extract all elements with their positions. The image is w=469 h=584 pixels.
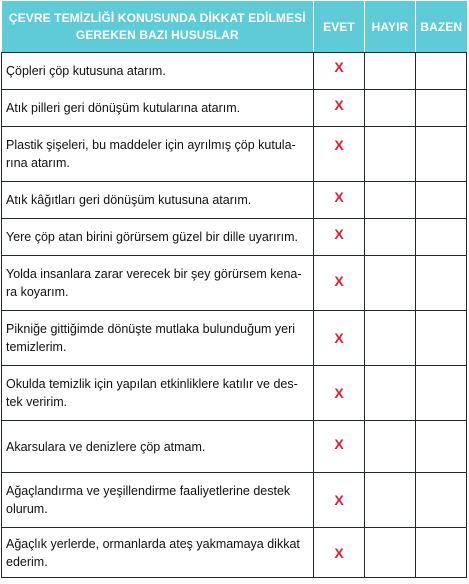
hayir-cell[interactable] — [365, 219, 416, 256]
bazen-cell[interactable] — [416, 127, 467, 182]
statement-cell: Okulda temizlik için yapılan etkinliklere katılır ve des-tek veririm. — [2, 366, 314, 421]
x-mark: X — [334, 385, 344, 401]
hayir-cell[interactable] — [365, 53, 416, 90]
header-bazen: BAZEN — [416, 1, 467, 53]
table-row — [2, 219, 467, 256]
table-row — [2, 366, 467, 421]
header-hayir: HAYIR — [365, 1, 416, 53]
table-row — [2, 256, 467, 311]
bazen-cell[interactable] — [416, 256, 467, 311]
table-row — [2, 127, 467, 182]
statement-cell: Yere çöp atan birini görürsem güzel bir dille uyarırım. — [2, 219, 314, 256]
bazen-cell[interactable] — [416, 182, 467, 219]
evet-cell[interactable] — [314, 127, 365, 182]
evet-cell[interactable] — [314, 219, 365, 256]
statement-cell: Ağaçlandırma ve yeşillendirme faaliyetlerine destek olurum. — [2, 473, 314, 528]
bazen-cell[interactable] — [416, 528, 467, 578]
x-mark: X — [334, 330, 344, 346]
x-mark: X — [334, 59, 344, 75]
table-row — [2, 473, 467, 528]
evet-cell[interactable] — [314, 90, 365, 127]
statement-cell: Atık kâğıtları geri dönüşüm kutusuna atarım. — [2, 182, 314, 219]
evet-cell[interactable] — [314, 53, 365, 90]
bazen-cell[interactable] — [416, 421, 467, 473]
statement-cell: Akarsulara ve denizlere çöp atmam. — [2, 421, 314, 473]
statement-cell: Ağaçlık yerlerde, ormanlarda ateş yakmamaya dikkat ederim. — [2, 528, 314, 578]
x-mark: X — [334, 544, 344, 561]
bazen-cell[interactable] — [416, 90, 467, 127]
x-mark: X — [334, 273, 344, 289]
table-row — [2, 53, 467, 90]
evet-cell[interactable] — [314, 421, 365, 473]
bazen-cell[interactable] — [416, 311, 467, 366]
x-mark: X — [334, 189, 344, 205]
statement-cell: Yolda insanlara zarar verecek bir şey görürsem kena-ra koyarım. — [2, 256, 314, 311]
hayir-cell[interactable] — [365, 90, 416, 127]
x-mark: X — [334, 492, 344, 508]
table-row — [2, 528, 467, 578]
x-mark: X — [334, 226, 344, 242]
hayir-cell[interactable] — [365, 127, 416, 182]
header-evet: EVET — [314, 1, 365, 53]
evet-cell[interactable] — [314, 366, 365, 421]
evet-cell[interactable] — [314, 182, 365, 219]
bazen-cell[interactable] — [416, 366, 467, 421]
evet-cell[interactable] — [314, 311, 365, 366]
header-statement: ÇEVRE TEMİZLİĞİ KONUSUNDA DİKKAT EDİLMESİ GEREKEN BAZI HUSUSLAR — [2, 1, 314, 53]
hayir-cell[interactable] — [365, 311, 416, 366]
x-mark: X — [334, 97, 344, 113]
table-row — [2, 90, 467, 127]
bazen-cell[interactable] — [416, 473, 467, 528]
statement-cell: Çöpleri çöp kutusuna atarım. — [2, 53, 314, 90]
evet-cell[interactable] — [314, 528, 365, 578]
table-row — [2, 311, 467, 366]
table-row — [2, 182, 467, 219]
statement-cell: Plastik şişeleri, bu maddeler için ayrılmış çöp kutula-rına atarım. — [2, 127, 314, 182]
hayir-cell[interactable] — [365, 182, 416, 219]
survey-table — [1, 1, 467, 578]
hayir-cell[interactable] — [365, 256, 416, 311]
hayir-cell[interactable] — [365, 366, 416, 421]
x-mark: X — [334, 137, 344, 153]
statement-cell: Pikniğe gittiğimde dönüşte mutlaka bulunduğum yeri temizlerim. — [2, 311, 314, 366]
bazen-cell[interactable] — [416, 53, 467, 90]
statement-cell: Atık pilleri geri dönüşüm kutularına atarım. — [2, 90, 314, 127]
header-row — [2, 1, 467, 53]
hayir-cell[interactable] — [365, 421, 416, 473]
hayir-cell[interactable] — [365, 528, 416, 578]
hayir-cell[interactable] — [365, 473, 416, 528]
table-row — [2, 421, 467, 473]
evet-cell[interactable] — [314, 256, 365, 311]
x-mark: X — [334, 435, 344, 452]
bazen-cell[interactable] — [416, 219, 467, 256]
evet-cell[interactable] — [314, 473, 365, 528]
